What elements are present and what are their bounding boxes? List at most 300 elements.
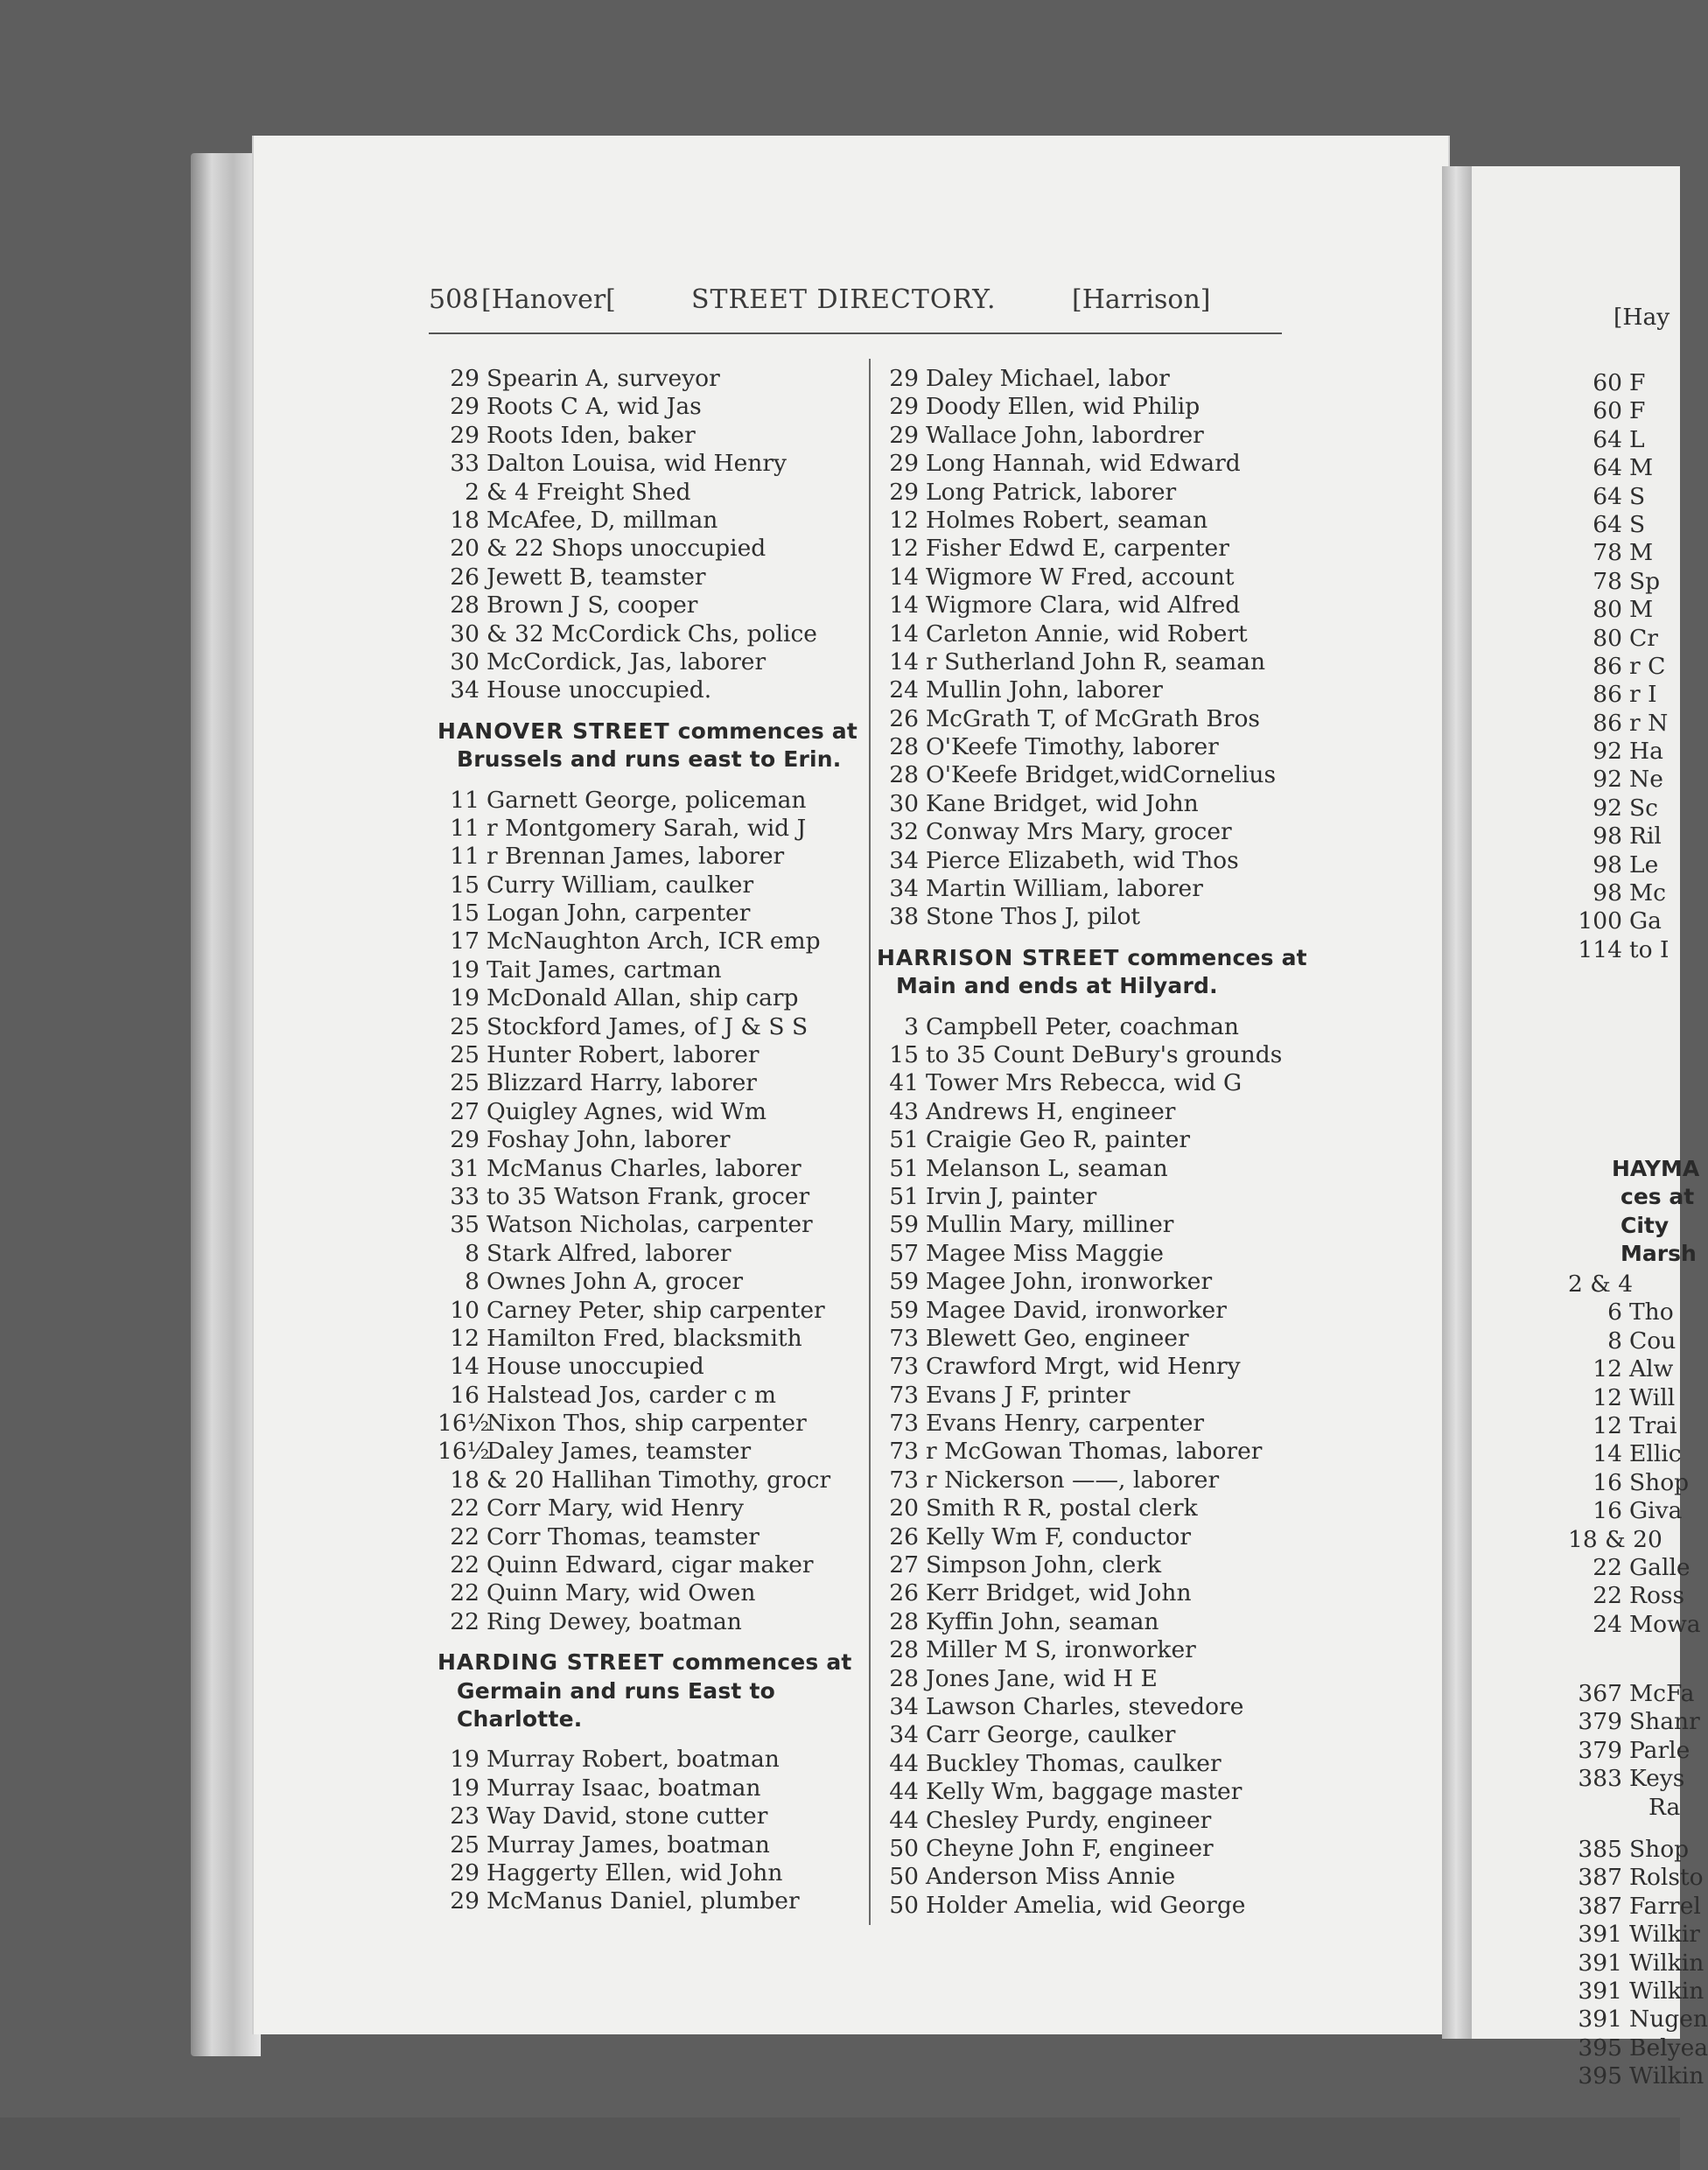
resident-text: Brown J S, cooper	[486, 592, 698, 620]
resident-text: Haggerty Ellen, wid John	[486, 1859, 783, 1886]
directory-entry	[877, 1835, 1332, 1863]
resident-text: Buckley Thomas, caulker	[926, 1749, 1222, 1777]
resident-text: M	[1629, 454, 1654, 482]
resident-text: Martin William, laborer	[926, 875, 1203, 903]
resident-text: Stockford James, of J & S S	[486, 1012, 808, 1040]
resident-text: Long Hannah, wid Edward	[926, 450, 1241, 478]
resident-text: House unoccupied.	[486, 676, 712, 704]
harding-entries	[438, 1746, 884, 1915]
directory-entry	[877, 479, 1332, 507]
directory-entry	[438, 393, 884, 421]
directory-entry	[877, 450, 1332, 478]
directory-entry	[877, 1636, 1332, 1664]
facing-entry	[1568, 625, 1670, 653]
resident-text: Roots Iden, baker	[486, 421, 696, 449]
directory-entry	[438, 1466, 884, 1494]
house-number: 73	[889, 1466, 919, 1494]
house-number: 28	[889, 1607, 919, 1635]
resident-text: & 4 Freight Shed	[486, 478, 691, 506]
house-number: 44	[889, 1778, 919, 1806]
facing-entry	[1568, 1298, 1701, 1326]
resident-text: Craigie Geo R, painter	[926, 1126, 1191, 1154]
directory-entry	[438, 535, 884, 563]
resident-text: Kane Bridget, wid John	[926, 789, 1199, 817]
resident-text: r Montgomery Sarah, wid J	[486, 814, 807, 842]
resident-text: Simpson John, clerk	[926, 1551, 1162, 1579]
resident-text: Conway Mrs Mary, grocer	[926, 818, 1232, 846]
house-number: 29	[450, 365, 480, 392]
house-number: 387	[1578, 1892, 1622, 1920]
house-number: 38	[889, 903, 919, 931]
directory-entry	[877, 1721, 1332, 1749]
resident-text: Andrews H, engineer	[926, 1097, 1176, 1125]
house-number: 395	[1578, 2034, 1622, 2062]
house-number: 29	[450, 1859, 480, 1886]
house-number: 92	[1592, 766, 1622, 794]
resident-text: Magee David, ironworker	[926, 1296, 1227, 1324]
resident-text: Shop	[1629, 1468, 1690, 1496]
house-number: 391	[1578, 1977, 1622, 2005]
directory-entry	[877, 1665, 1332, 1693]
directory-entry	[438, 479, 884, 507]
harrison-entries	[877, 1013, 1332, 1921]
resident-text: Murray Isaac, boatman	[486, 1774, 761, 1802]
resident-text: r McGowan Thomas, laborer	[926, 1438, 1263, 1466]
resident-text: McAfee, D, millman	[486, 506, 718, 534]
resident-text: Chesley Purdy, engineer	[926, 1806, 1212, 1834]
facing-entry	[1568, 1680, 1700, 1708]
directory-entry	[877, 1750, 1332, 1778]
facing-entry	[1568, 483, 1670, 511]
facing-entry	[1568, 1864, 1708, 1892]
house-number: 15	[450, 900, 480, 928]
directory-entry	[438, 900, 884, 928]
house-number: 26	[889, 1522, 919, 1550]
house-number: 3	[904, 1012, 919, 1040]
house-number: 51	[889, 1182, 919, 1210]
facing-entry	[1568, 1554, 1701, 1582]
house-number: 98	[1592, 879, 1622, 907]
resident-text: Mullin Mary, milliner	[926, 1211, 1174, 1239]
facing-entry	[1568, 1270, 1701, 1298]
directory-entry	[438, 1831, 884, 1859]
house-number: 29	[889, 421, 919, 449]
resident-text: to 35 Watson Frank, grocer	[486, 1182, 810, 1210]
resident-text: Ross	[1629, 1582, 1685, 1610]
facing-fragment: Ra	[1648, 1794, 1681, 1821]
house-number: 29	[889, 365, 919, 392]
facing-entry	[1568, 539, 1670, 567]
facing-entry	[1568, 738, 1670, 766]
house-number: 2 & 4	[1568, 1270, 1634, 1298]
resident-text: Wilkin	[1629, 1977, 1704, 2005]
house-number: 22	[450, 1579, 480, 1607]
house-number: 44	[889, 1806, 919, 1834]
directory-entry	[438, 1859, 884, 1887]
house-number: 29	[889, 393, 919, 421]
house-number: 64	[1592, 454, 1622, 482]
resident-text: Foshay John, laborer	[486, 1126, 731, 1154]
resident-text: Holder Amelia, wid George	[926, 1891, 1246, 1919]
house-number: 14	[889, 620, 919, 648]
house-number: 17	[450, 928, 480, 956]
directory-entry	[438, 1887, 884, 1915]
house-number: 26	[889, 704, 919, 732]
facing-entry	[1568, 1469, 1701, 1497]
house-number: 92	[1592, 794, 1622, 822]
resident-text: L	[1629, 425, 1645, 453]
house-number: 27	[450, 1097, 480, 1125]
directory-entry	[877, 620, 1332, 648]
directory-entry	[877, 1013, 1332, 1041]
resident-text: Carr George, caulker	[926, 1721, 1176, 1749]
facing-entry	[1568, 596, 1670, 624]
resident-text: Fisher Edwd E, carpenter	[926, 535, 1229, 563]
directory-entry	[877, 1382, 1332, 1410]
facing-entries-a	[1568, 369, 1670, 964]
directory-entry	[877, 1693, 1332, 1721]
resident-text: r I	[1629, 681, 1657, 709]
resident-text: Wilkin	[1629, 1949, 1704, 1977]
facing-entry	[1568, 2062, 1708, 2090]
resident-text: Ellic	[1629, 1440, 1682, 1468]
facing-entries-c	[1568, 1680, 1700, 1794]
directory-entry	[877, 1240, 1332, 1268]
resident-text: Campbell Peter, coachman	[926, 1012, 1239, 1040]
directory-entry	[877, 507, 1332, 535]
directory-entry	[877, 1297, 1332, 1325]
house-number: 80	[1592, 596, 1622, 624]
resident-text: Corr Thomas, teamster	[486, 1522, 760, 1550]
resident-text: Keys	[1629, 1765, 1685, 1793]
house-number: 20	[450, 535, 480, 563]
house-number: 64	[1592, 510, 1622, 538]
directory-entry	[438, 928, 884, 956]
house-number: 98	[1592, 850, 1622, 878]
resident-text: Lawson Charles, stevedore	[926, 1693, 1244, 1720]
resident-text: Mullin John, laborer	[926, 676, 1163, 704]
facing-entry	[1568, 1765, 1700, 1793]
resident-text: Roots C A, wid Jas	[486, 393, 702, 421]
house-number: 34	[889, 1693, 919, 1720]
street-heading-harding: HARDING STREET commences at Germain and runs East to Charlotte.	[438, 1649, 852, 1732]
house-number: 22	[450, 1522, 480, 1550]
house-number: 11	[450, 786, 480, 814]
resident-text: & 22 Shops unoccupied	[486, 535, 766, 563]
house-number: 51	[889, 1126, 919, 1154]
resident-text: Quinn Mary, wid Owen	[486, 1579, 756, 1607]
house-number: 383	[1578, 1765, 1622, 1793]
resident-text: Trai	[1629, 1411, 1677, 1439]
house-number: 19	[450, 1774, 480, 1802]
hanover-entries	[438, 787, 884, 1637]
resident-text: Way David, stone cutter	[486, 1802, 768, 1830]
directory-entry	[438, 1013, 884, 1041]
resident-text: Blizzard Harry, laborer	[486, 1069, 757, 1097]
house-number: 73	[889, 1381, 919, 1409]
directory-entry	[438, 1774, 884, 1802]
house-number: 28	[889, 733, 919, 761]
facing-street-heading	[1612, 1155, 1700, 1269]
resident-text: M	[1629, 539, 1654, 567]
resident-text: Jewett B, teamster	[486, 563, 706, 591]
house-number: 29	[889, 450, 919, 478]
house-number: 86	[1592, 681, 1622, 709]
house-number: 18	[450, 1466, 480, 1494]
house-number: 64	[1592, 482, 1622, 510]
book-edge	[191, 153, 261, 2056]
facing-entries-b	[1568, 1270, 1701, 1639]
resident-text: Ne	[1629, 766, 1663, 794]
resident-text: Rolsto	[1629, 1864, 1704, 1892]
facing-entry	[1568, 369, 1670, 397]
facing-entry	[1568, 2034, 1708, 2062]
house-number: 25	[450, 1041, 480, 1069]
house-number: 16	[1592, 1497, 1622, 1525]
directory-entry	[438, 422, 884, 450]
resident-text: Hamilton Fred, blacksmith	[486, 1324, 802, 1352]
resident-text: Stone Thos J, pilot	[926, 903, 1141, 931]
resident-text: Evans J F, printer	[926, 1381, 1130, 1409]
resident-text: Ownes John A, grocer	[486, 1268, 744, 1296]
directory-entry	[877, 1892, 1332, 1920]
house-number: 73	[889, 1438, 919, 1466]
directory-entry	[877, 1268, 1332, 1296]
directory-entry	[877, 1466, 1332, 1494]
resident-text: Nixon Thos, ship carpenter	[486, 1410, 807, 1438]
house-number: 391	[1578, 1921, 1622, 1949]
resident-text: r Sutherland John R, seaman	[926, 648, 1266, 676]
resident-text: Carney Peter, ship carpenter	[486, 1296, 825, 1324]
facing-entry	[1568, 851, 1670, 879]
facing-entry	[1568, 1440, 1701, 1468]
resident-text: Daley James, teamster	[486, 1438, 752, 1466]
facing-entry	[1568, 1836, 1708, 1864]
resident-text: Sp	[1629, 567, 1661, 595]
resident-text: & 20 Hallihan Timothy, grocr	[486, 1466, 831, 1494]
house-number: 35	[450, 1211, 480, 1239]
facing-entry	[1568, 1737, 1700, 1765]
resident-text: Ril	[1629, 822, 1662, 850]
house-number: 34	[889, 1721, 919, 1749]
resident-text: Doody Ellen, wid Philip	[926, 393, 1200, 421]
resident-text: Quinn Edward, cigar maker	[486, 1551, 814, 1579]
directory-entry	[877, 875, 1332, 903]
resident-text: Kyffin John, seaman	[926, 1607, 1159, 1635]
house-number: 391	[1578, 1949, 1622, 1977]
house-number: 34	[889, 846, 919, 874]
house-number: 15	[450, 871, 480, 899]
house-number: 11	[450, 814, 480, 842]
house-number: 34	[450, 676, 480, 704]
directory-entry	[877, 676, 1332, 704]
house-number: 25	[450, 1069, 480, 1097]
facing-entry	[1568, 426, 1670, 454]
house-number: 92	[1592, 738, 1622, 766]
house-number: 22	[450, 1551, 480, 1579]
directory-entry	[438, 365, 884, 393]
house-number: 387	[1578, 1864, 1622, 1892]
background-bottom	[0, 2118, 1680, 2170]
directory-entry	[877, 422, 1332, 450]
facing-entries-d	[1568, 1836, 1708, 2091]
resident-text: Long Patrick, laborer	[926, 478, 1177, 506]
resident-text: Wallace John, labordrer	[926, 421, 1204, 449]
resident-text: Garnett George, policeman	[486, 786, 807, 814]
directory-entry	[877, 648, 1332, 676]
facing-entry	[1568, 822, 1670, 850]
facing-entry	[1568, 1384, 1701, 1412]
resident-text: Ga	[1629, 907, 1662, 935]
resident-text: Mowa	[1629, 1610, 1701, 1638]
house-number: 73	[889, 1353, 919, 1381]
house-number: 26	[450, 563, 480, 591]
resident-text: Tait James, cartman	[486, 956, 722, 984]
directory-entry	[877, 1041, 1332, 1069]
resident-text: Tho	[1629, 1298, 1674, 1326]
resident-text: Wilkin	[1629, 2062, 1704, 2090]
directory-entry	[877, 1353, 1332, 1381]
resident-text: Wilkir	[1629, 1921, 1700, 1949]
facing-entry	[1568, 907, 1670, 935]
facing-page	[1472, 166, 1708, 2090]
resident-text: Daley Michael, labor	[926, 365, 1170, 392]
resident-text: S	[1629, 510, 1646, 538]
directory-entry	[438, 1155, 884, 1183]
directory-entry	[877, 1069, 1332, 1097]
resident-text: McNaughton Arch, ICR emp	[486, 928, 821, 956]
directory-entry	[877, 592, 1332, 620]
house-number: 27	[889, 1551, 919, 1579]
resident-text: Magee John, ironworker	[926, 1268, 1213, 1296]
house-number: 22	[450, 1607, 480, 1635]
directory-entry	[877, 535, 1332, 563]
resident-text: Watson Nicholas, carpenter	[486, 1211, 813, 1239]
directory-entry	[877, 365, 1332, 393]
facing-entry	[1568, 454, 1670, 482]
resident-text: Shop	[1629, 1836, 1690, 1863]
resident-text: r C	[1629, 652, 1666, 680]
directory-entry	[438, 1325, 884, 1353]
page-title: STREET DIRECTORY.	[691, 284, 997, 315]
resident-text: Cr	[1629, 624, 1658, 652]
house-number: 24	[1592, 1610, 1622, 1638]
resident-text: Evans Henry, carpenter	[926, 1410, 1205, 1438]
house-number: 73	[889, 1324, 919, 1352]
resident-text: Kelly Wm F, conductor	[926, 1522, 1192, 1550]
resident-text: Logan John, carpenter	[486, 900, 751, 928]
house-number: 12	[1592, 1411, 1622, 1439]
house-number: 59	[889, 1268, 919, 1296]
house-number: 19	[450, 956, 480, 984]
house-number: 25	[450, 1012, 480, 1040]
facing-entry	[1568, 1327, 1701, 1355]
resident-text: McGrath T, of McGrath Bros	[926, 704, 1261, 732]
directory-entry	[877, 1579, 1332, 1607]
directory-entry	[438, 1183, 884, 1211]
house-number: 16	[450, 1381, 480, 1409]
resident-text: Pierce Elizabeth, wid Thos	[926, 846, 1239, 874]
facing-entry	[1568, 1893, 1708, 1921]
resident-text: Belyea	[1629, 2034, 1708, 2062]
resident-text: Quigley Agnes, wid Wm	[486, 1097, 766, 1125]
facing-heading-line: ces at	[1620, 1184, 1695, 1210]
facing-entry	[1568, 1355, 1701, 1383]
house-number: 22	[1592, 1582, 1622, 1610]
house-number: 64	[1592, 425, 1622, 453]
facing-entry	[1568, 1950, 1708, 1978]
resident-text: Anderson Miss Annie	[926, 1863, 1176, 1891]
resident-text: Hunter Robert, laborer	[486, 1041, 760, 1069]
resident-text: Spearin A, surveyor	[486, 365, 720, 392]
house-number: 29	[450, 393, 480, 421]
directory-entry	[877, 1551, 1332, 1579]
resident-text: Wigmore W Fred, account	[926, 563, 1235, 591]
resident-text: Giva	[1629, 1497, 1683, 1525]
facing-entry	[1568, 879, 1670, 907]
resident-text: Cheyne John F, engineer	[926, 1834, 1214, 1862]
house-number: 86	[1592, 709, 1622, 737]
resident-text: Corr Mary, wid Henry	[486, 1494, 744, 1522]
house-number: 14	[450, 1353, 480, 1381]
facing-heading-line: Marsh	[1620, 1241, 1697, 1267]
house-number: 30	[889, 789, 919, 817]
house-number: 16½	[438, 1410, 490, 1438]
directory-entry	[438, 843, 884, 871]
resident-text: Ring Dewey, boatman	[486, 1607, 742, 1635]
house-number: 16	[1592, 1468, 1622, 1496]
directory-entry	[877, 818, 1332, 846]
house-number: 29	[889, 478, 919, 506]
directory-entry	[438, 592, 884, 620]
resident-text: Ha	[1629, 738, 1663, 766]
house-number: 15	[889, 1041, 919, 1069]
resident-text: Kerr Bridget, wid John	[926, 1579, 1192, 1607]
house-number: 379	[1578, 1708, 1622, 1736]
house-number: 51	[889, 1154, 919, 1182]
house-number: 33	[450, 1182, 480, 1210]
resident-text: Blewett Geo, engineer	[926, 1324, 1189, 1352]
resident-text: F	[1629, 397, 1646, 425]
resident-text: Curry William, caulker	[486, 871, 754, 899]
resident-text: Magee Miss Maggie	[926, 1239, 1164, 1267]
directory-entry	[438, 1494, 884, 1522]
facing-entry	[1568, 653, 1670, 681]
house-number: 8	[465, 1239, 480, 1267]
directory-entry	[877, 1155, 1332, 1183]
resident-text: Nugen	[1629, 2006, 1708, 2034]
directory-entry	[438, 787, 884, 815]
resident-text: r Nickerson ——, laborer	[926, 1466, 1220, 1494]
resident-text: McManus Charles, laborer	[486, 1154, 802, 1182]
directory-entry	[877, 1126, 1332, 1154]
resident-text: Smith R R, postal clerk	[926, 1494, 1198, 1522]
resident-text: Parle	[1629, 1736, 1690, 1764]
resident-text: r Brennan James, laborer	[486, 843, 785, 871]
street-heading-harrison: HARRISON STREET commences at Main and ends at Hilyard.	[877, 944, 1307, 999]
house-number: 98	[1592, 822, 1622, 850]
directory-entry	[438, 984, 884, 1012]
directory-entry	[877, 903, 1332, 931]
resident-text: to I	[1629, 935, 1670, 963]
house-number: 379	[1578, 1736, 1622, 1764]
directory-entry	[438, 507, 884, 535]
facing-entry	[1568, 511, 1670, 539]
directory-entry	[877, 1211, 1332, 1239]
resident-text: Jones Jane, wid H E	[926, 1664, 1158, 1692]
house-number: 385	[1578, 1836, 1622, 1863]
directory-entry	[438, 956, 884, 984]
